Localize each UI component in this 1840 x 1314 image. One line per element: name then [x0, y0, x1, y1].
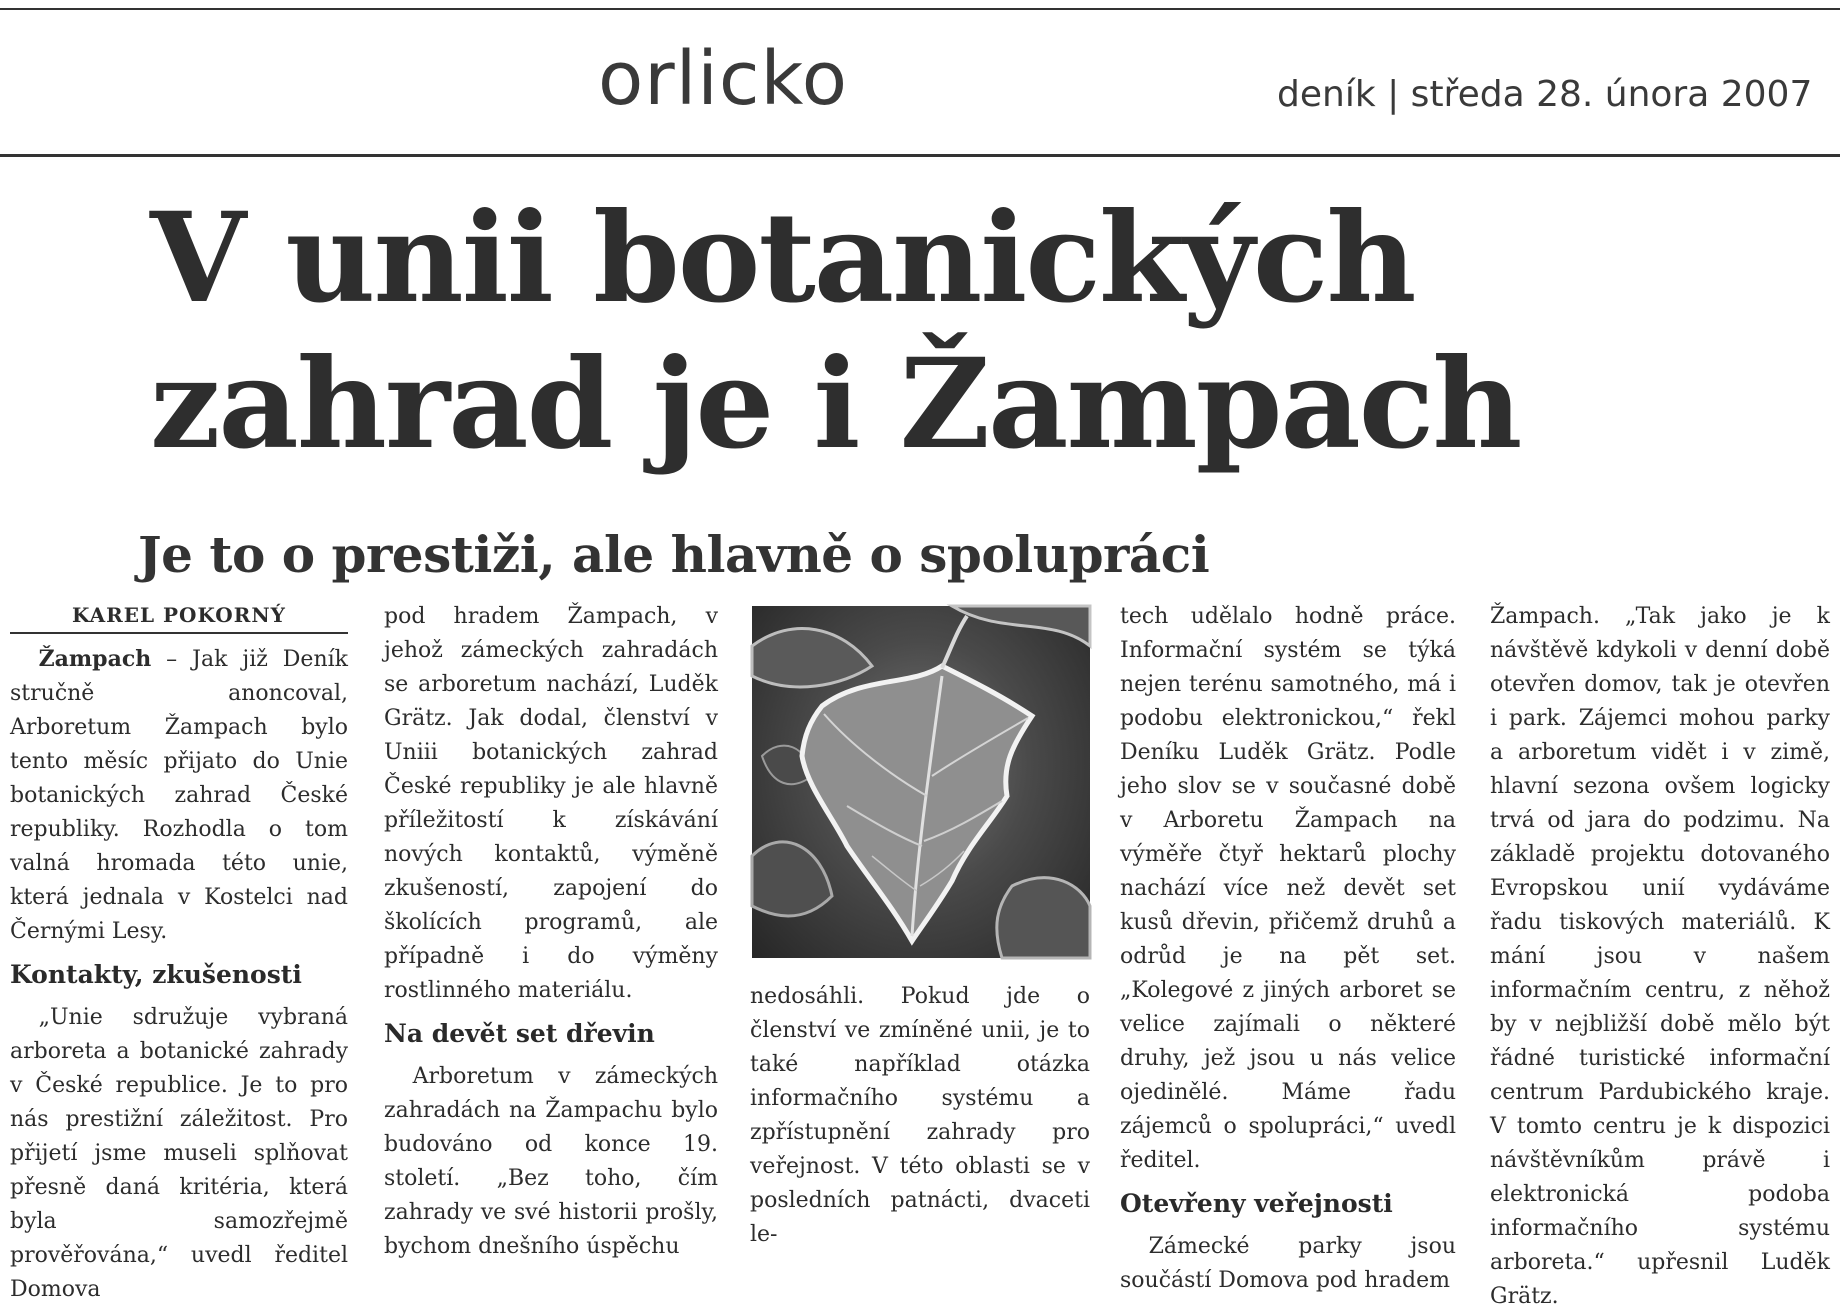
subheading-open-public: Otevřeny veřejnosti: [1120, 1189, 1393, 1218]
paragraph: nedosáhli. Pokud jde o členství ve zmíněné unii, je to také například otázka informačního systému a zpřístupnění zahrady pro veřejnost. V této oblasti se v posledních patnácti, dvaceti le-: [750, 984, 1090, 1247]
lead-text: – Jak již Deník stručně anoncoval, Arboretum Žampach bylo tento měsíc přijato do Unie botanických zahrad České republiky. Rozhodla o tom valná hromada této unie, která jednala v Kostelci nad Černými Lesy.: [10, 647, 348, 944]
article-column-3: [750, 980, 1090, 1247]
subheading-trees: Na devět set dřevin: [384, 1019, 655, 1048]
paragraph: Žampach. „Tak jako je k návštěvě kdykoli v denní době otevřen domov, tak je otevřen i park. Zájemci mohou parky a arboretum vidět i v zimě, hlavní sezona ovšem logicky trvá od jara do podzimu. Na základě projektu dotovaného Evropskou unií vydáváme řadu tiskových materiálů. K mání jsou v našem informačním centru, z něhož by v nejbližší době mělo být řádné turistické informační centrum Pardubického kraje. V tomto centru je k dispozici návštěvníkům právě i elektronická podoba informačního systému arboreta.“ upřesnil Luděk Grätz.: [1490, 604, 1830, 1309]
frosted-ivy-leaf-image: [752, 606, 1090, 958]
paragraph: Zámecké parky jsou součástí Domova pod hradem: [1120, 1234, 1456, 1293]
top-rule: [0, 8, 1840, 10]
paragraph: pod hradem Žampach, v jehož zámeckých zahradách se arboretum nachází, Luděk Grätz. Jak dodal, členství v Uniii botanických zahrad České republiky je ale hlavně příležitostí k získávání nových kontaktů, výměně zkušeností, zapojení do školících programů, ale případně i do výměny rostlinného materiálu.: [384, 604, 718, 1003]
leaf-photo: [752, 606, 1090, 958]
lead-place: Žampach: [38, 646, 152, 672]
lead-paragraph: [10, 642, 348, 949]
paragraph: tech udělalo hodně práce. Informační systém se týká nejen terénu samotného, má i podobu elektronickou,“ řekl Deníku Luděk Grätz. Podle jeho slov se v současné době v Arboretu Žampach na výměře čtyř hektarů plochy nachází více než devět set kusů dřevin, přičemž druhů a odrůd je na pět set. „Kolegové z jiných arboret se velice zajímali o některé druhy, jež jsou u nás velice ojedinělé. Máme řadu zájemců o spolupráci,“ uvedl ředitel.: [1120, 604, 1456, 1173]
article-column-4: [1120, 600, 1456, 1293]
headline: V unii botanických zahrad je i Žampach: [150, 186, 1521, 477]
section-name: orlicko: [598, 36, 848, 122]
article-column-1: [10, 600, 348, 1302]
subheading-contacts: Kontakty, zkušenosti: [10, 960, 302, 989]
byline: KAREL POKORNÝ: [10, 600, 348, 634]
paragraph: Arboretum v zámeckých zahradách na Žampachu bylo budováno od konce 19. století. „Bez toho, čím zahrady ve své historii prošly, bychom dnešního úspěchu: [384, 1064, 718, 1259]
masthead-rule: [0, 154, 1840, 157]
paragraph: „Unie sdružuje vybraná arboreta a botanické zahrady v České republice. Je to pro nás prestižní záležitost. Pro přijetí jsme museli splňovat přesně daná kritéria, která byla samozřejmě prověřována,“ uvedl ředitel Domova: [10, 1005, 348, 1302]
article-column-5: [1490, 600, 1830, 1309]
dateline: deník | středa 28. února 2007: [1277, 74, 1813, 115]
article-column-2: [384, 600, 718, 1259]
subheadline: Je to o prestiži, ale hlavně o spolupráci: [138, 525, 1210, 584]
